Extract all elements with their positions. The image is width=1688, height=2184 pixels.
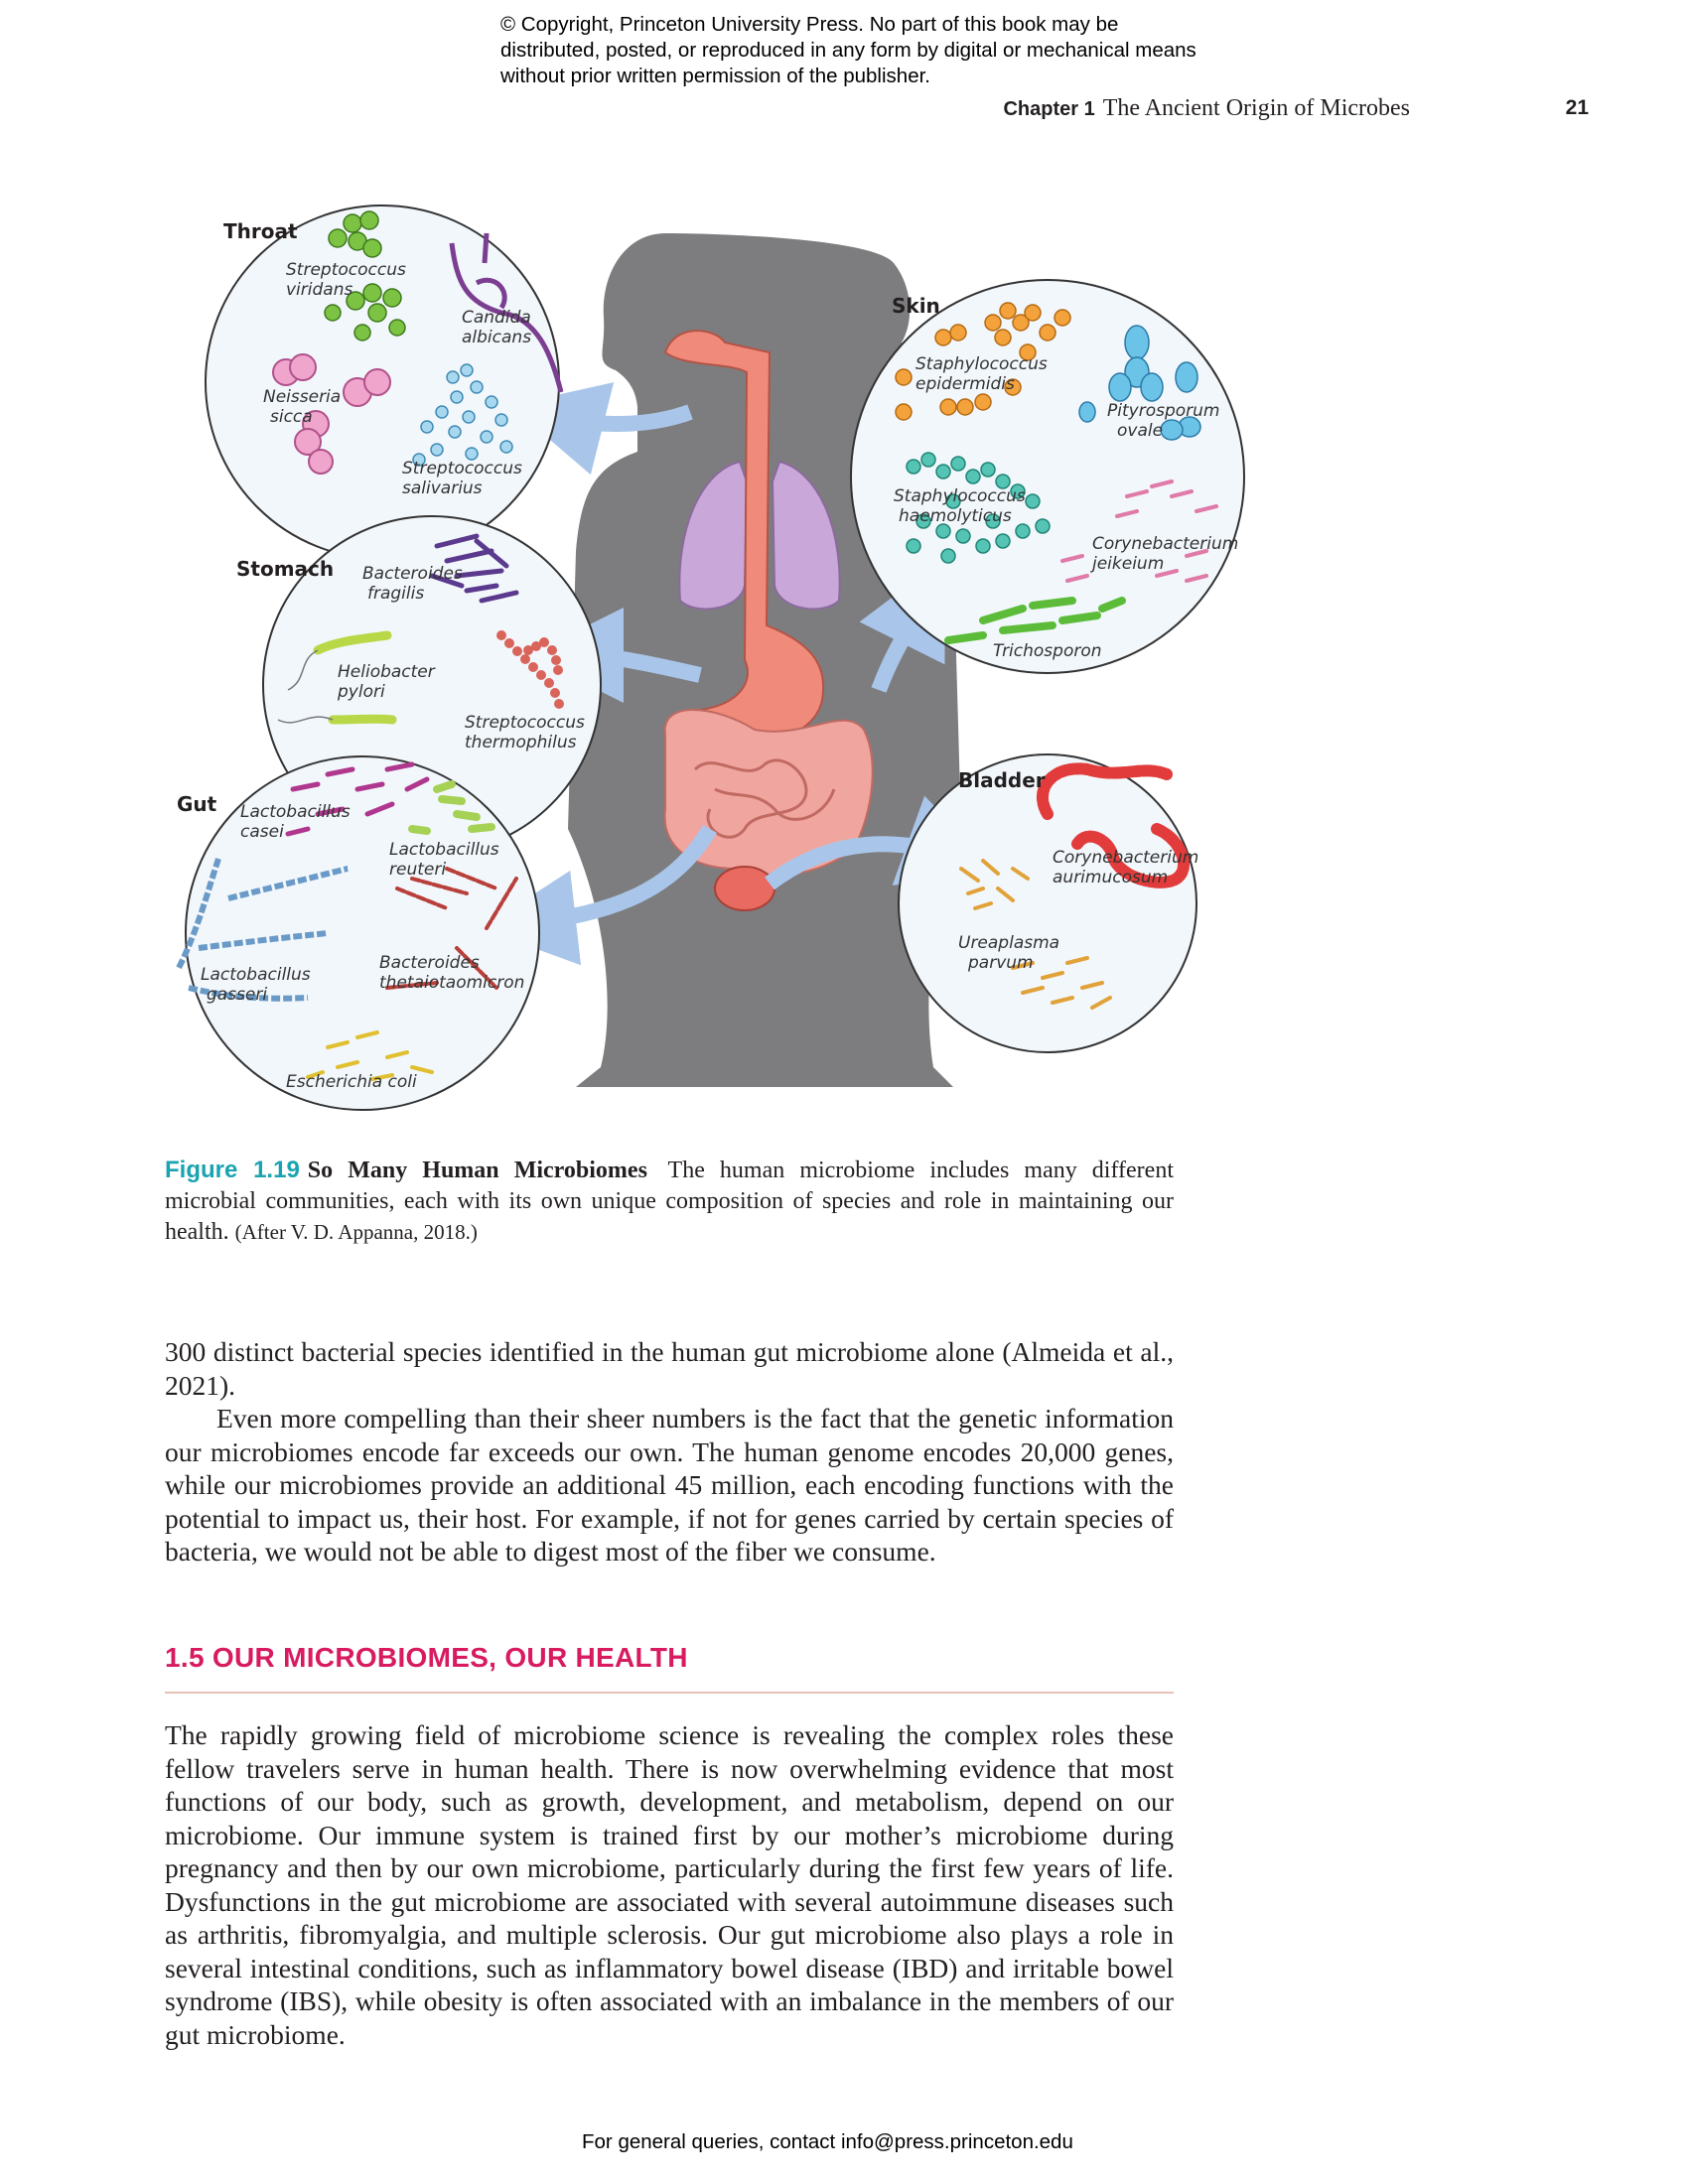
footer-contact: For general queries, contact info@press.princeton.edu [582,2130,1073,2153]
arrow-throat [556,412,690,424]
label-ureaplasma-1: Ureaplasma [958,933,1060,953]
section-heading: 1.5 OUR MICROBIOMES, OUR HEALTH [165,1642,688,1673]
label-strep-viridans-1: Streptococcus [286,260,406,280]
chapter-label: Chapter 1 [1003,98,1095,120]
label-staph-haem-1: Staphylococcus [894,486,1026,506]
microbiome-figure [159,194,1251,1137]
label-lacto-casei-1: Lactobacillus [240,802,351,822]
figure-title: So Many Human Microbiomes [307,1158,647,1183]
label-lacto-casei-2: casei [240,822,284,842]
label-strep-thermophilus-2: thermophilus [465,733,577,752]
figure-caption [165,1155,1174,1248]
label-coryne-jeikeium-2: jeikeium [1092,554,1165,574]
label-strep-salivarius-1: Streptococcus [402,459,522,478]
label-coryne-jeikeium-1: Corynebacterium [1092,534,1239,554]
label-staph-epi-2: epidermidis [915,374,1015,394]
label-pityrosporum-1: Pityrosporum [1107,401,1220,421]
label-bacteroides-theta-2: thetaiotaomicron [379,973,525,993]
label-pityrosporum-2: ovale [1117,421,1164,441]
label-candida-1: Candida [462,308,531,328]
label-heliobacter-2: pylori [338,682,385,702]
label-ecoli: Escherichia coli [286,1072,417,1092]
label-staph-epi-1: Staphylococcus [915,354,1048,374]
bladder-organ [715,867,774,910]
label-lacto-reuteri-2: reuteri [389,860,447,880]
throat-panel [206,205,561,559]
label-candida-2: albicans [462,328,532,347]
site-label-stomach: Stomach [236,557,335,581]
site-label-bladder: Bladder [958,768,1046,792]
body-paragraph-1: 300 distinct bacterial species identified in the human gut microbiome alone (Almeida et al., 2021). [165,1336,1174,1401]
label-bacteroides-fragilis-1: Bacteroides [362,564,463,584]
label-strep-viridans-2: viridans [286,280,353,300]
site-label-skin: Skin [892,294,940,318]
label-ureaplasma-2: parvum [968,953,1034,973]
section-rule [165,1692,1174,1694]
skin-panel [851,280,1244,673]
gut-panel [177,756,539,1110]
figure-number: Figure 1.19 [165,1157,300,1183]
chapter-title: The Ancient Origin of Microbes [1102,95,1410,121]
label-coryne-auri-2: aurimucosum [1053,868,1169,887]
copyright-notice: © Copyright, Princeton University Press. No part of this book may be distributed, posted, or reproduced in any form by digital or mechanical means without prior written permission of the publisher. [500,13,1196,87]
label-coryne-auri-1: Corynebacterium [1053,848,1199,868]
body-paragraph-2: Even more compelling than their sheer numbers is the fact that the genetic information our microbiomes encode far exceeds our own. The human genome encodes 20,000 genes, while our microbiomes provide an additional 45 million, each encoding functions with the potential to impact us, their host. For example, if not for genes carried by certain species of bacteria, we would not be able to digest most of the fiber we consume. [165,1403,1174,1567]
body-paragraph-3: The rapidly growing field of microbiome science is revealing the complex roles these fellow travelers serve in human health. There is now overwhelming evidence that most functions of our body, such as growth, development, and metabolism, depend on our microbiome. Our immune system is trained first by our mother’s microbiome during pregnancy and then by our own microbiome, particularly during the first few years of life. Dysfunctions in the gut microbiome are associated with several autoimmune diseases such as arthritis, fibromyalgia, and multiple sclerosis. Our gut microbiome also plays a role in several intestinal conditions, such as inflammatory bowel disease (IBD) and irritable bowel syndrome (IBS), while obesity is often associated with an imbalance in the members of our gut microbiome. [165,1719,1174,2050]
label-trichosporon: Trichosporon [993,641,1102,661]
label-neisseria-1: Neisseria [263,387,342,407]
label-heliobacter-1: Heliobacter [338,662,435,682]
label-bacteroides-theta-1: Bacteroides [379,953,480,973]
figure-credit: (After V. D. Appanna, 2018.) [234,1220,478,1244]
running-head [993,95,1589,125]
label-bacteroides-fragilis-2: fragilis [367,584,425,604]
label-staph-haem-2: haemolyticus [899,506,1012,526]
label-strep-thermophilus-1: Streptococcus [465,713,585,733]
figure-caption-text: The human microbiome includes many different microbial communities, each with its own unique composition of species and role in maintaining our health. [165,1158,1174,1245]
site-label-gut: Gut [177,792,217,816]
chapter-heading [1003,95,1410,122]
bladder-panel [899,754,1198,1052]
label-neisseria-2: sicca [270,407,313,427]
label-lacto-gasseri-2: gasseri [207,985,268,1005]
label-lacto-gasseri-1: Lactobacillus [201,965,311,985]
label-lacto-reuteri-1: Lactobacillus [389,840,499,860]
page-number: 21 [1565,96,1589,119]
site-label-throat: Throat [223,219,298,243]
label-strep-salivarius-2: salivarius [402,478,483,498]
